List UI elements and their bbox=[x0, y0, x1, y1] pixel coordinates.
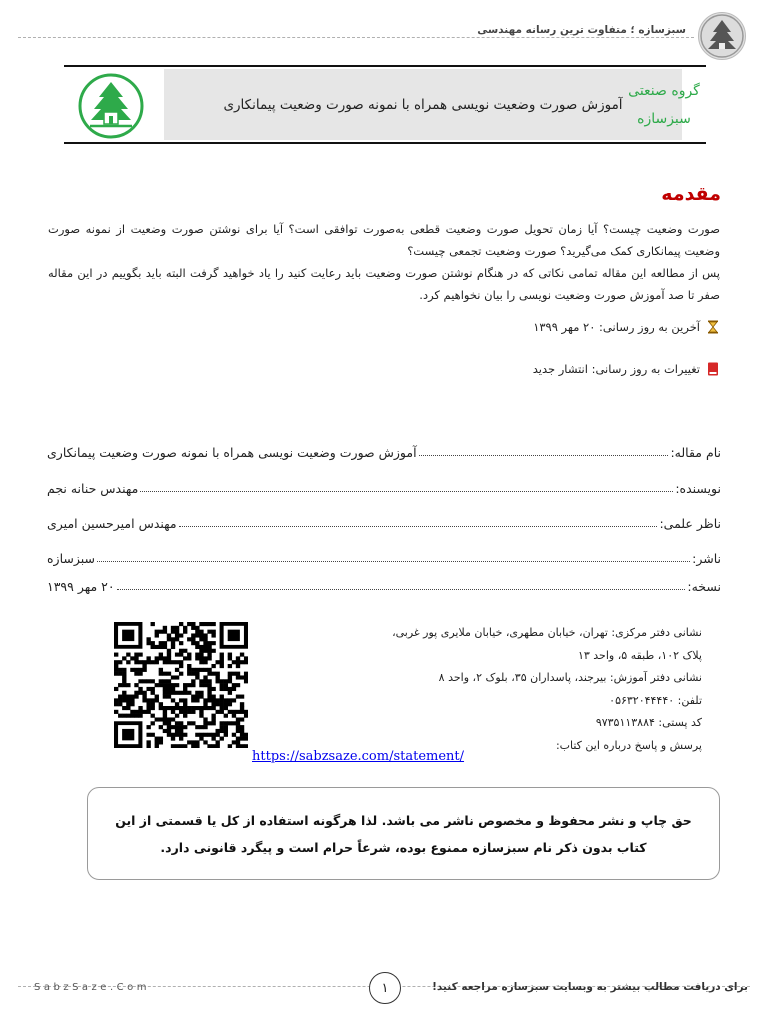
info-row-article-name bbox=[47, 440, 721, 460]
footer-note: برای دریافت مطالب بیشتر به وبسایت سبزسازه مراجعه کنید! bbox=[432, 981, 748, 993]
info-row-publisher bbox=[47, 546, 721, 566]
info-value: مهندس حنانه نجم bbox=[47, 481, 139, 496]
contact-line: نشانی دفتر آموزش: بیرجند، پاسداران ۳۵، بلوک ۲، واحد ۸ bbox=[438, 671, 702, 684]
contact-line: پلاک ۱۰۲، طبقه ۵، واحد ۱۳ bbox=[577, 648, 702, 662]
info-label: نویسنده: bbox=[675, 481, 721, 496]
info-label: نام مقاله: bbox=[670, 445, 721, 460]
qr-code-icon bbox=[114, 622, 248, 748]
contact-phone: تلفن: ۰۵۶۳۲۰۴۴۴۴۰ bbox=[609, 693, 702, 707]
contact-postal-code: کد پستی: ۹۷۳۵۱۱۳۸۸۴ bbox=[595, 716, 702, 729]
dotted-leader bbox=[179, 526, 658, 527]
page-number bbox=[369, 972, 401, 1004]
footer-site-name: SabzSaze.Com bbox=[34, 982, 150, 993]
intro-paragraph-1: صورت وضعیت چیست؟ آیا زمان تحویل صورت وضعیت قطعی به‌صورت توافقی است؟ آیا برای نوشتن صورت وضعیت از نمونه صورت وضعیت پیمانکاری کمک می‌گیرید؟ صورت وضعیت تجمعی چیست؟ bbox=[48, 222, 720, 258]
info-label: نسخه: bbox=[687, 579, 721, 594]
brand-line-1: گروه صنعتی bbox=[628, 82, 700, 99]
header-tagline: سبزسازه ؛ متفاوت ترین رسانه مهندسی bbox=[477, 24, 686, 36]
info-row-supervisor bbox=[47, 511, 721, 531]
info-row-version bbox=[47, 574, 721, 594]
contact-line: پرسش و پاسخ درباره این کتاب: bbox=[555, 738, 702, 752]
info-label: ناظر علمی: bbox=[659, 516, 721, 531]
last-update-row bbox=[533, 320, 720, 334]
red-book-icon bbox=[706, 362, 720, 376]
changes-row bbox=[533, 362, 720, 376]
changes-text: تغییرات به روز رسانی: انتشار جدید bbox=[532, 362, 700, 376]
title-box bbox=[64, 65, 706, 144]
dotted-leader bbox=[419, 455, 669, 456]
header-logo-icon bbox=[698, 12, 746, 60]
copyright-text: حق چاپ و نشر محفوظ و مخصوص ناشر می باشد. لذا هرگونه استفاده از کل یا قسمتی از این کتاب بدون ذکر نام سبزسازه ممنوع بوده، شرعاً حرام است و پیگرد قانونی دارد. bbox=[115, 812, 692, 855]
contact-line: نشانی دفتر مرکزی: تهران، خیابان مطهری، خیابان ملایری پور غربی، bbox=[392, 626, 702, 639]
info-row-author bbox=[47, 476, 721, 496]
tree-house-logo-icon bbox=[78, 73, 144, 139]
brand-name bbox=[622, 67, 706, 142]
info-value: ۲۰ مهر ۱۳۹۹ bbox=[47, 579, 115, 594]
contact-block bbox=[392, 622, 702, 757]
header-divider bbox=[18, 37, 694, 38]
info-value: مهندس امیرحسین امیری bbox=[47, 516, 177, 531]
dotted-leader bbox=[140, 491, 673, 492]
dotted-leader bbox=[97, 561, 690, 562]
brand-line-2: سبزسازه bbox=[637, 110, 691, 127]
dotted-leader bbox=[117, 589, 686, 590]
page-number-text: ۱ bbox=[381, 980, 389, 996]
info-value: سبزسازه bbox=[47, 551, 96, 566]
last-update-text: آخرین به روز رسانی: ۲۰ مهر ۱۳۹۹ bbox=[533, 320, 700, 334]
document-title: آموزش صورت وضعیت نویسی همراه با نمونه صورت وضعیت پیمانکاری bbox=[223, 96, 623, 113]
intro-heading: مقدمه bbox=[661, 183, 721, 205]
info-value: آموزش صورت وضعیت نویسی همراه با نمونه صورت وضعیت پیمانکاری bbox=[47, 445, 417, 460]
intro-paragraph-2: پس از مطالعه این مقاله تمامی نکاتی که در هنگام نوشتن صورت وضعیت باید رعایت کنید را یاد خواهید گرفت البته باید بگوییم در این مقاله صفر تا صد آموزش صورت وضعیت نویسی را بیان نخواهیم کرد. bbox=[48, 266, 720, 302]
statement-link[interactable]: https://sabzsaze.com/statement/ bbox=[252, 749, 465, 764]
hourglass-icon bbox=[706, 320, 720, 334]
copyright-box bbox=[87, 787, 720, 880]
info-label: ناشر: bbox=[692, 551, 721, 566]
